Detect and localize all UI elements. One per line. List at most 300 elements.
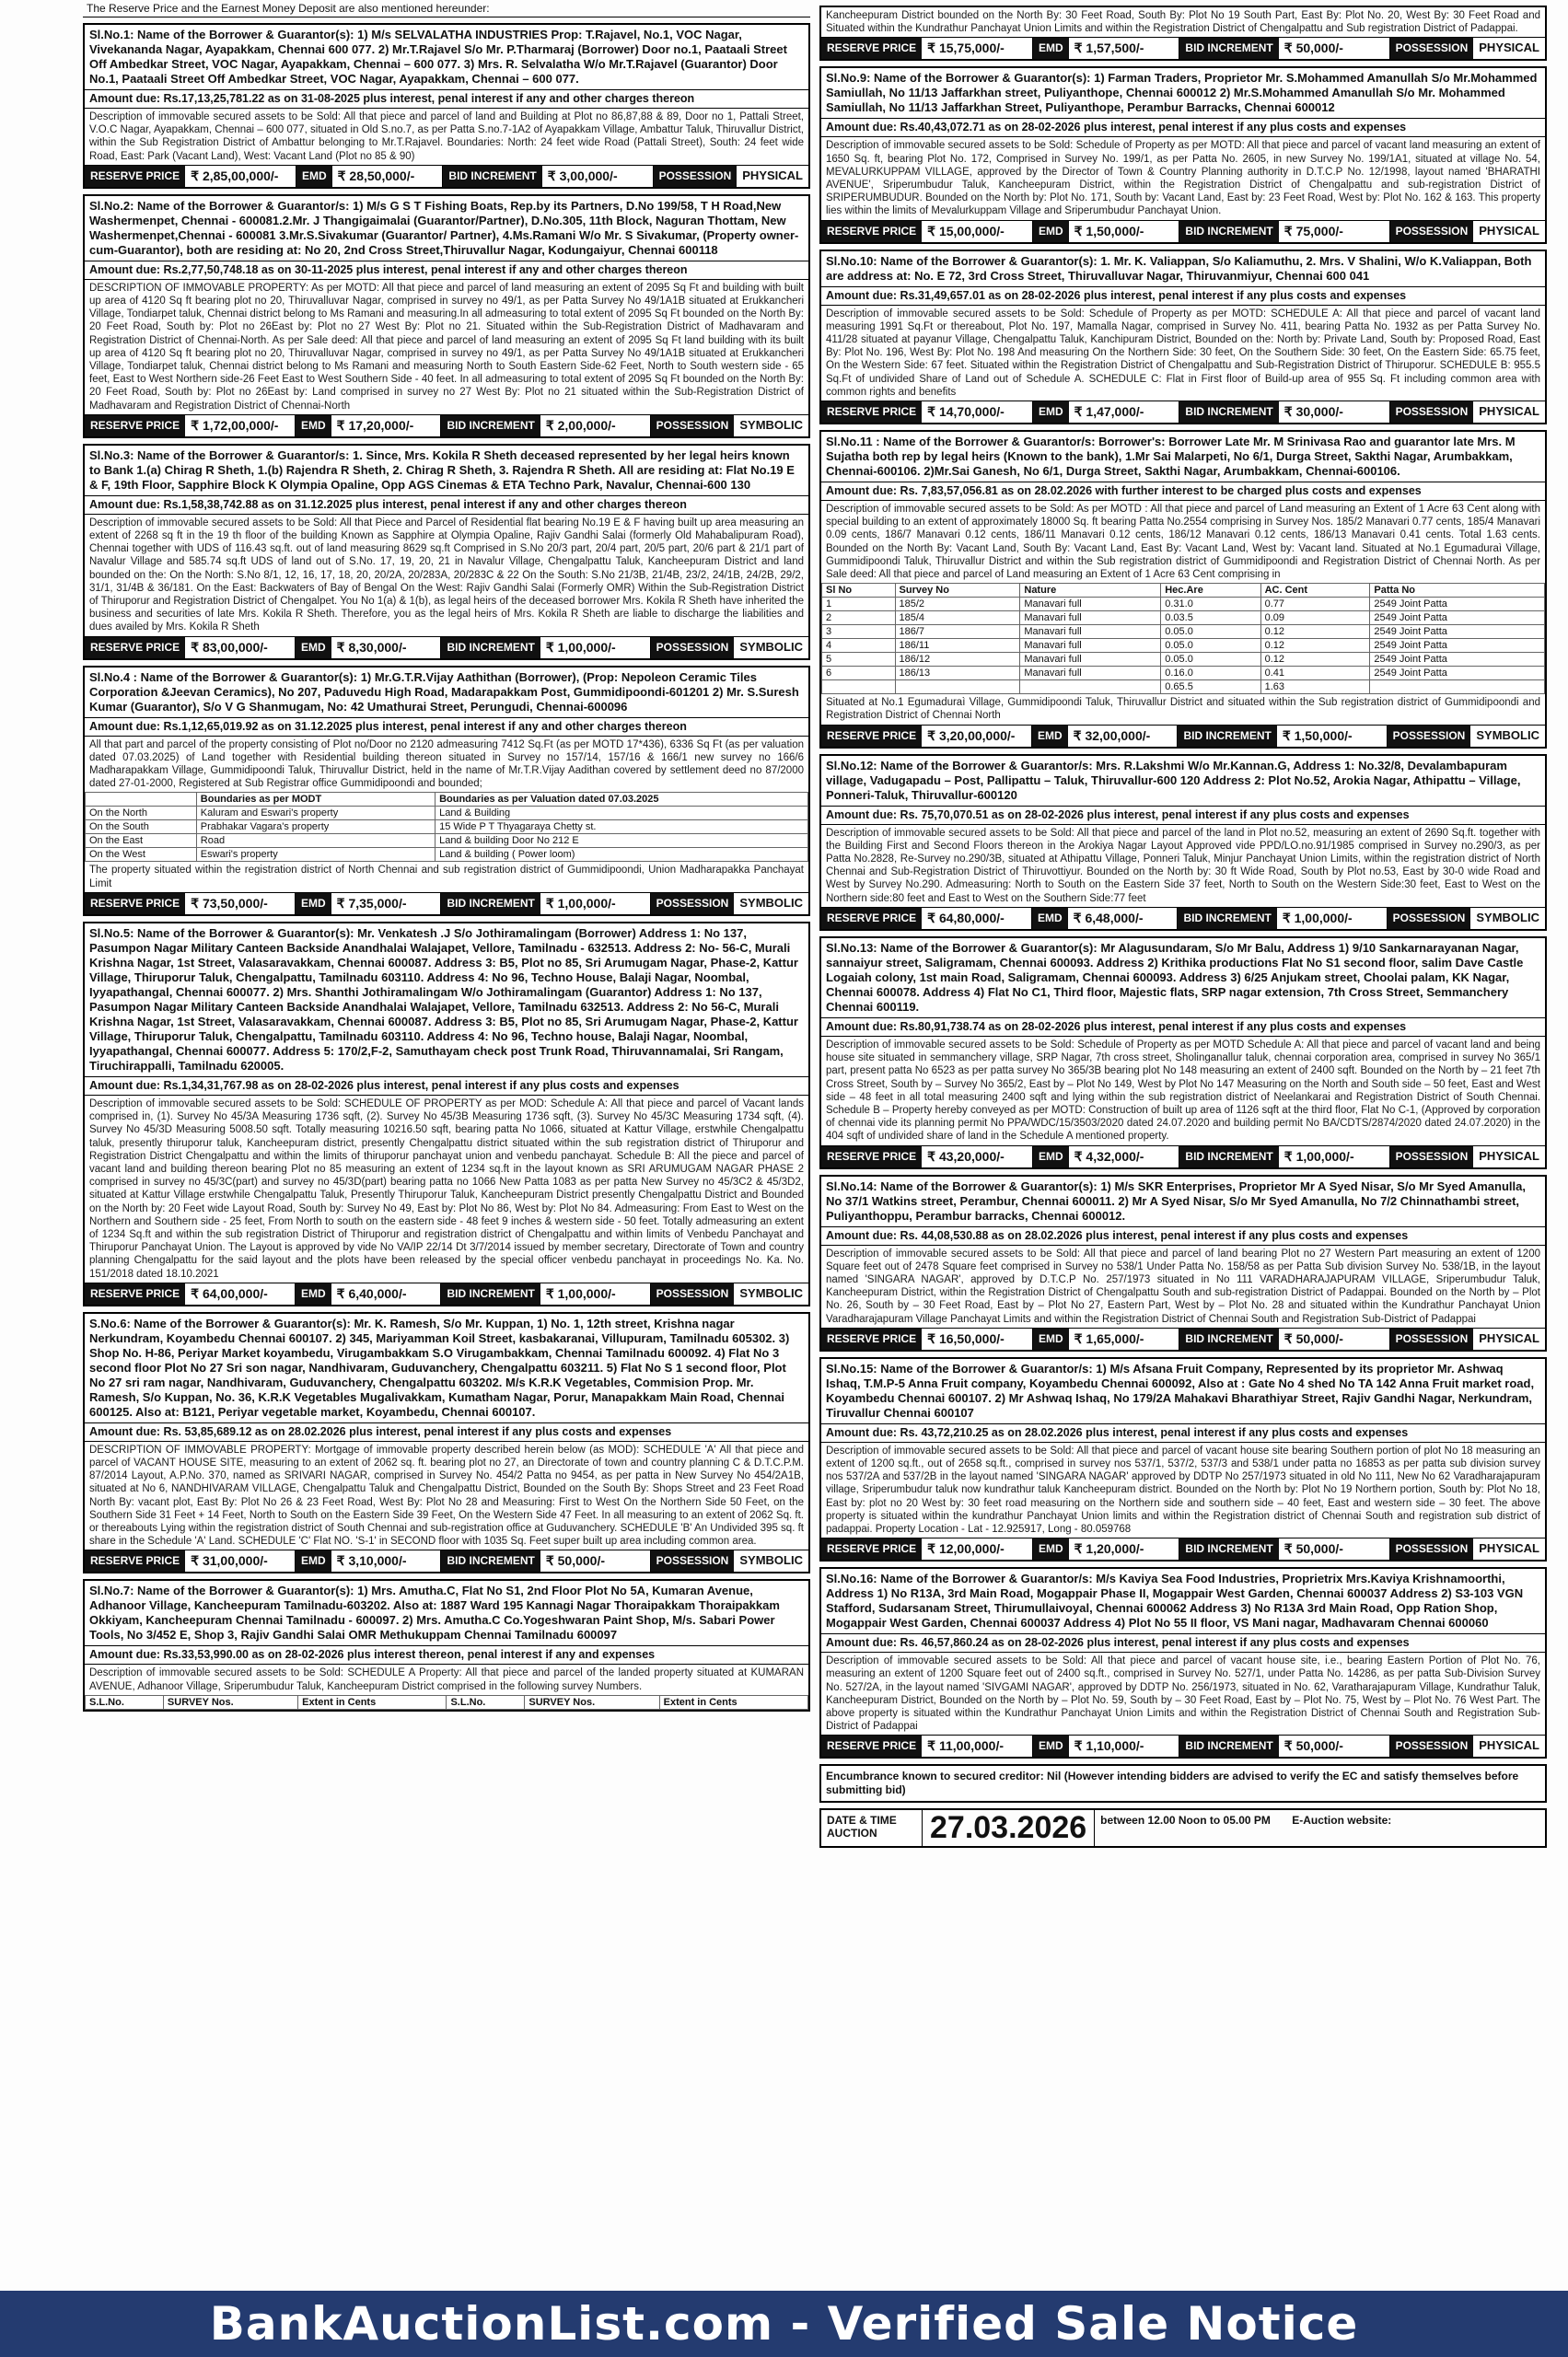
table-header-cell: S.L.No. xyxy=(447,1695,525,1709)
bid-increment-value: ₹ 1,00,000/- xyxy=(540,637,651,658)
table-cell: 1 xyxy=(822,598,896,611)
amount-due: Amount due: Rs.40,43,072.71 as on 28-02-2026 plus interest, penal interest if any plus costs and expenses xyxy=(821,119,1545,137)
emd-value: ₹ 6,40,000/- xyxy=(331,1283,442,1305)
table-cell: Manavari full xyxy=(1020,598,1161,611)
right-notice-block xyxy=(819,1357,1547,1562)
table-header-cell: AC. Cent xyxy=(1260,584,1370,598)
table-header-cell: Hec.Are xyxy=(1161,584,1260,598)
possession-value: SYMBOLIC xyxy=(739,895,803,910)
reserve-price-label: RESERVE PRICE xyxy=(85,166,185,187)
amount-due: Amount due: Rs.17,13,25,781.22 as on 31-08-2025 plus interest, penal interest if any and other charges thereon xyxy=(85,90,808,109)
reserve-price-label: RESERVE PRICE xyxy=(85,1550,185,1572)
table-cell: 0.12 xyxy=(1260,625,1370,639)
bid-increment-value: ₹ 1,00,000/- xyxy=(540,1283,651,1305)
bid-increment-label: BID INCREMENT xyxy=(441,1550,540,1572)
reserve-price-value: ₹ 15,75,000/- xyxy=(922,38,1033,59)
table-cell: 185/2 xyxy=(895,598,1020,611)
table-cell: 2549 Joint Patta xyxy=(1370,639,1545,653)
bid-increment-label: BID INCREMENT xyxy=(1178,726,1276,747)
possession-value: PHYSICAL xyxy=(742,168,803,182)
possession-value: PHYSICAL xyxy=(1479,404,1539,419)
amount-due: Amount due: Rs. 53,85,689.12 as on 28.02.2026 plus interest, penal interest if any plus costs and expenses xyxy=(85,1423,808,1442)
emd-label: EMD xyxy=(1033,221,1069,242)
property-description: Description of immovable secured assets to be Sold: SCHEDULE OF PROPERTY as per MOD: Schedule A: All that piece and parcel of Vacant lands comprised in, (1). Survey No 45/3A Measuring 1736 sqft, (2). Survey No 45/3B Measuring 1736 sqft, (3). Survey No 45/3C Measuring 1734 sqft, (4). Survey No 45/3D Measuring 5008.50 sqft. Totally measuring 10216.50 sqft, bearing patta No 1066, situated at Kattur Village, erstwhile Chengalpattu taluk, presently thiruporur taluk, Kancheepuram district, presently Chengalpattu district situated within the sub registration district of Thiruporur and Registration District Chengalpattu and within the limits of thiruporur panchayat union and venbedu panchayat. Schedule B: All the piece and parcel of vacant land and building thereon bearing Plot no 85 measuring an extent of 1234 sq.ft in the layout known as SRI ARUMUGAM NAGAR PHASE 2 comprised in survey no 45/3C(part) and survey no 45/3D(part) bearing patta no 1066 New Patta 1083 as per patta New Survey no 45/3C2 & 45/3D2, situated at Kattur Village erstwhile Chengalpattu Taluk, Presently Thiruporur Taluk, Kancheepuram District presently Chengalpattu District and Bounded on the North by: 20 Feet wide Layout Road, South by: Survey No 49, East by: Plot No 86, West by: Plot No 84. Admeasuring: From East to West on the Northern and Southern side - 25 feet, From North to south on the eastern side - 48 feet 9 inches & western side - 50 feet. Totally admeasuring an extent of 1234 Sq.ft and within the sub registration District of Thiruporur and registration district of Chengalpattu and within limits of Venbedu Panchayat and Thiruporur Panchayat Union. The Layout is approved by vide No VA/IP 22/14 Dt 3/7/2014 issued by member secretary, Directorate of Town and country planning Chengalpattu for the said layout and the plots have been released by the special officer venbedu panchayat in proceedings No. Ka. No. 151/2018 dated 18.10.2021 xyxy=(89,1097,804,1280)
table-header-cell: Sl No xyxy=(822,584,896,598)
table-cell: 1.63 xyxy=(1260,680,1370,694)
emd-value: ₹ 1,10,000/- xyxy=(1069,1736,1180,1757)
property-description: Description of immovable secured assets to be Sold: SCHEDULE A Property: All that piece and parcel of the landed property situated at KUMARAN AVENUE, Adhanoor Village, Sriperumbudur Taluk, Kancheepuram District comprised in the following survey Numbers. xyxy=(89,1667,804,1692)
possession-label: POSSESSION xyxy=(1390,1146,1474,1167)
possession-value: PHYSICAL xyxy=(1479,1330,1539,1345)
table-cell xyxy=(895,680,1020,694)
table-row xyxy=(86,848,808,862)
property-description: Description of immovable secured assets to be Sold: As per MOTD : All that piece and parcel of Land measuring an Extent of 1 Acre 63 Cent along with special building to an extent of approximately 18000 Sq. ft bearing Patta No.2554 comprising in Survey Nos. 185/2 Manavari 0.77 cents, 185/4 Manavari 0.09 cents, 186/7 Manavari 0.12 cents, 186/11 Manavari 0.12 cents, 186/12 Manavari 0.12 cents, 186/13 Manavari 0.41 cents. Total 1.63 cents. Bounded on the North By: Vacant Land, South By: Vacant Land, East By: Vacant Land, West by: Vacant land. Situated at No.1 Egumaduraì Village, Gummidipoondi Taluk, Thiruvallur District and within the Sub registration district of Gummidipoondi and Registration District of Chennai North. As per Sale deed: All that piece and parcel of Land measuring an Extent of 1 Acre 63 Cent comprising in xyxy=(826,504,1540,581)
bid-increment-value: ₹ 3,00,000/- xyxy=(542,166,654,187)
possession-label: POSSESSION xyxy=(654,166,738,187)
emd-value: ₹ 1,20,000/- xyxy=(1069,1538,1180,1560)
table-header-cell: Boundaries as per MODT xyxy=(196,793,435,807)
emd-label: EMD xyxy=(296,1550,331,1572)
emd-label: EMD xyxy=(1033,1329,1069,1350)
possession-value: PHYSICAL xyxy=(1479,1541,1539,1556)
table-header-cell: Patta No xyxy=(1370,584,1545,598)
table-cell: Manavari full xyxy=(1020,625,1161,639)
price-bar xyxy=(821,907,1545,929)
amount-due: Amount due: Rs. 7,83,57,056.81 as on 28.02.2026 with further interest to be charged plus costs and expenses xyxy=(821,482,1545,501)
left-notice-block xyxy=(83,922,810,1306)
borrower-heading: Sl.No.5: Name of the Borrower & Guarantor(s): Mr. Venkatesh .J S/o Jothiramalingam (Borrower) Address 1: No 137, Pasumpon Nagar Military Canteen Backside Anandhalai Walajapet, Vellore, Tamilnadu - 632513. Address 2: No- 56-C, Murali Krishna Nagar, 1st Street, Valasaravakkam, Chennai 600087. Address 3: B5, Plot no 85, Sri Arumugam Nagar, Phase-2, Kattur Village, Thiruporur Taluk, Chengalpattu, Tamilnadu 603110. Address 4: No 96, Techno House, Balaji Nagar, Noombal, Iyyapathangal, Chennai 600077. 2) Mrs. Shanthi Jothiramalingam W/o Jothiramalingam (Guarantor) Address 1: No 137, Pasumpon Nagar Military Canteen Backside Anandhalai Walajapet, Vellore, Tamilnadu 632513. Address 2: No 56-C, Murali Krishna Nagar, 1st Street, Valasaravakkam, Chennai 600087. Address 3: B5, Plot no 85, Sri Arumugam Nagar, Phase-2, Kattur Village, Thiruporur Taluk, Chengalpattu, Tamilnadu 603110. Address 4: No 96, Techno house, Balaji Nagar, Noombal, Iyyapathangal, Chennai 600077. Address 5: 170/2,F-2, Samuthayam check post Trunk Road, Thiruvannamalai, Sri Rangam, Tiruchirappalli, Tamilnadu 620005. xyxy=(85,923,808,1077)
reserve-price-label: RESERVE PRICE xyxy=(821,38,922,59)
reserve-price-label: RESERVE PRICE xyxy=(821,401,922,423)
bid-increment-value: ₹ 50,000/- xyxy=(1279,1329,1390,1350)
table-header-cell: SURVEY Nos. xyxy=(163,1695,297,1709)
amount-due: Amount due: Rs.33,53,990.00 as on 28-02-2026 plus interest thereon, penal interest if any and expenses xyxy=(85,1646,808,1665)
table-cell: 185/4 xyxy=(895,611,1020,625)
price-bar xyxy=(821,1328,1545,1350)
emd-value: ₹ 1,50,000/- xyxy=(1069,221,1180,242)
reserve-price-label: RESERVE PRICE xyxy=(821,1736,922,1757)
property-description: Description of immovable secured assets to be Sold: All that piece and parcel of vacant house site bearing Southern portion of plot No 18 measuring an extent of 1200 sq.ft., out of 2658 sq.ft., comprised in survey nos 537/1, 537/2, 537/3 and 538/1 under patta no 16853 as per patta sub division survey nos 537/2A and 537/2B in the layout named 'SINGARA NAGAR' approved by DDTP No 257/1973 situated in old No 111, New No 62 Varadharajapuram village, Sriperumbudur taluk now kundrathur taluk Kancheepuram district. Bounded on the North by: Plot No 19 Northern portion, South by: Plot No 18, East by: plot no 20 West by: 30 feet road measuring on the Northern side and southern side – 40 feet, East and western side – 30 feet. The above property is situated within the kundrathur Panchayat Union limits and within the Registration district of Chennai South and registration sub district of padappai. Property Location - Lat - 12.925917, Long - 80.059768 xyxy=(826,1445,1540,1535)
table-header-cell: Boundaries as per Valuation dated 07.03.2025 xyxy=(436,793,808,807)
table-cell: 186/13 xyxy=(895,667,1020,680)
encumbrance-box xyxy=(819,1764,1547,1803)
borrower-heading: Sl.No.13: Name of the Borrower & Guarantor(s): Mr Alagusundaram, S/o Mr Balu, Address 1) 9/10 Sankarnarayanan Nagar, sannaiyur street, Saligramam, Chennai 600093. Address 2) Krithika productions Flat No S1 second floor, salim Dave Castle Logaiah colony, 1st main Road, Saligramam, Chennai 600093. Address 3) 6/25 Anjukam street, Choolai palam, KK Nagar, Chennai 600078. Address 4) Flat No C1, Third floor, Majestic flats, SRP nagar extension, 7th Cross Street, Semmanchery Chennai 600119. xyxy=(821,938,1545,1018)
right-notice-block xyxy=(819,754,1547,931)
auction-time-text: between 12.00 Noon to 05.00 PM xyxy=(1100,1814,1271,1828)
price-bar xyxy=(821,37,1545,59)
table-row xyxy=(822,598,1545,611)
right-blocks xyxy=(819,6,1547,1759)
property-description: DESCRIPTION OF IMMOVABLE PROPERTY: As per MOTD: All that piece and parcel of land measuring an extent of 2095 Sq Ft and building with built up area of 4120 Sq ft bearing plot no 20, Thiruvalluvar Nagar, comprised in survey no 49/1, as per Patta Survey No 49/1A1B situated at Erukkancheri Village, Tondiarpet taluk, Chennai district belong to Ms Ramani and measuring.In all admeasuring to total extent of 2095 Sq Ft bounded on the North By: 20 Feet Road, South by: Plot no 26East by: Plot no 27 West By: Plot no 21. Situated within the Sub-Registration District of Madhavaram and Registration District of Chennai-North. As per Sale deed: All that piece and parcel of land measuring an extent of 2095 Sq Ft land building with its built up area of 4120 Sq ft bearing plot no 20, Thiruvalluvar Nagar, comprised in survey no 49/1, as per Patta Survey No 49/1A1B situated at Erukkancheri Village, Tondiarpet taluk, Chennai district belong to Ms Ramani and measuring North to South Eastern Side-62 Feet, North to South western side - 65 feet, East to West Northern side-26 Feet East to West Southern Side - 40 feet. In all admeasuring to total extent of 2095 Sq Ft bounded on the North By: 20 Feet Road, South by: Plot no 26East by: Land comprised in survey no 27 West By: Plot no 21 situated within the Sub-Registration District of Madhavaram and Registration District of Chennai-North xyxy=(89,282,804,412)
table-cell: 0.41 xyxy=(1260,667,1370,680)
reserve-price-value: ₹ 2,85,00,000/- xyxy=(185,166,296,187)
emd-label: EMD xyxy=(296,166,332,187)
possession-value: SYMBOLIC xyxy=(1476,727,1539,742)
right-column xyxy=(819,0,1547,1848)
right-notice-block xyxy=(819,1175,1547,1352)
bid-increment-label: BID INCREMENT xyxy=(443,166,541,187)
possession-value: PHYSICAL xyxy=(1479,41,1539,55)
price-bar xyxy=(85,1283,808,1305)
bid-increment-label: BID INCREMENT xyxy=(1179,1329,1278,1350)
price-bar xyxy=(821,1145,1545,1167)
price-bar xyxy=(85,1550,808,1572)
table-cell: 0.09 xyxy=(1260,611,1370,625)
emd-value: ₹ 3,10,000/- xyxy=(331,1550,442,1572)
borrower-heading: Sl.No.7: Name of the Borrower & Guarantor(s): 1) Mrs. Amutha.C, Flat No S1, 2nd Floor Plot No 5A, Kumaran Avenue, Adhanoor Village, Kancheepuram Tamilnadu-603202. Also at: 1887 Ward 195 Kannagi Nagar Thoraipakkam Thoraipakkam Okkiyam, Kancheepuram Chennai Tamilnadu - 600097. 2) Mrs. Amutha.C Co.Yogeshwaran Paint Shop, M/s. Sabari Power Tools, No 3/452 E, Shop 3, Rajiv Gandhi Salai OMR Methukuppam Chennai Tamilnadu 600097 xyxy=(85,1581,808,1646)
table-cell: 0.77 xyxy=(1260,598,1370,611)
table-cell xyxy=(1020,680,1161,694)
table-cell: 2549 Joint Patta xyxy=(1370,598,1545,611)
left-blocks xyxy=(83,23,810,1712)
bid-increment-value: ₹ 30,000/- xyxy=(1279,401,1390,423)
borrower-heading: Sl.No.1: Name of the Borrower & Guarantor(s): 1) M/s SELVALATHA INDUSTRIES Prop: T.Rajavel, No.1, VOC Nagar, Vivekananda Nagar, Ayapakkam, Chennai 600 077. 2) Mr.T.Rajavel S/o Mr. P.Tharmaraj (Borrower) Door no.1, Paataali Street Off Ambedkar Street, VOC Nagar, Ayapakkam, Chennai – 600 077. 3) Mrs. R. Selvalatha W/o Mr.T.Rajavel (Guarantor) Door No.1, Paataali Street Off Ambedkar Street, VOC Nagar, Ayapakkam, Chennai – 600 077. xyxy=(85,25,808,90)
bid-increment-value: ₹ 75,000/- xyxy=(1279,221,1390,242)
table-cell: 2 xyxy=(822,611,896,625)
bid-increment-label: BID INCREMENT xyxy=(1178,908,1276,929)
possession-label: POSSESSION xyxy=(651,893,735,914)
amount-due: Amount due: Rs.1,34,31,767.98 as on 28-02-2026 plus interest, penal interest if any plus costs and expenses xyxy=(85,1077,808,1096)
survey-extent-table xyxy=(821,583,1545,694)
right-notice-block xyxy=(819,430,1547,749)
emd-label: EMD xyxy=(296,1283,331,1305)
reserve-price-value: ₹ 1,72,00,000/- xyxy=(185,415,296,436)
property-description: Kancheepuram District bounded on the North By: 30 Feet Road, South By: Plot No 19 South Part, East By: Plot No. 20, West By: 30 Feet Road and Situated within the Kundrathur Panchayat Union Limits and within the Registration District of Chengalpattu and Sub registration District of Padappai. xyxy=(826,10,1540,35)
borrower-heading: Sl.No.4 : Name of the Borrower & Guarantor(s): 1) Mr.G.T.R.Vijay Aathithan (Borrower), (Prop: Nepoleon Ceramic Tiles Corporation &Jeevan Ceramics), No 207, Paduvedu High Road, Madarapakkam Post, Gummidipoondi-601201 2) Mr. S.Suresh Kumar (Guarantor), S/o V G Shanmugam, No: 42 Umathurai Street, Perungudi, Chennai-600096 xyxy=(85,668,808,718)
right-notice-block xyxy=(819,1567,1547,1759)
reserve-price-label: RESERVE PRICE xyxy=(821,1146,922,1167)
emd-label: EMD xyxy=(1033,1736,1069,1757)
bid-increment-value: ₹ 1,00,000/- xyxy=(1279,1146,1390,1167)
property-description: Description of immovable secured assets to be Sold: All that piece and parcel of land bearing Plot no 27 Western Part measuring an extent of 1200 Square feet out of 2478 Square feet comprised in Survey no 538/1 Under Patta No. 158/58 as per Patta Sub division Survey No. 538/1B, in the layout named 'SINGARA NAGAR', approved by D.T.C.P No. 257/1973 situated in No 111 VARADHARAJAPURAM VILLAGE, Sriperumbudur Taluk, Kancheepuram District, within the Registration District of Chengalpattu South and sub-registration District of Padappai. Bounded on the North by – Plot No. 26, South by – 30 Feet Road, East by – Plot No 27, Eastern Part, West by – Plot No. 28 and situated within the Kundrathur Panchayat Union Varadharajapuram Village Panchayat Limits and within the Registration District of Chennai South and Registration Sub-District of Padappai xyxy=(826,1248,1540,1325)
table-cell: 186/12 xyxy=(895,653,1020,667)
reserve-price-value: ₹ 11,00,000/- xyxy=(922,1736,1033,1757)
emd-label: EMD xyxy=(1033,38,1069,59)
bid-increment-label: BID INCREMENT xyxy=(1179,1538,1278,1560)
emd-value: ₹ 32,00,000/- xyxy=(1068,726,1179,747)
bid-increment-label: BID INCREMENT xyxy=(441,415,540,436)
boundaries-table xyxy=(85,792,808,862)
auction-box xyxy=(819,1808,1547,1848)
possession-label: POSSESSION xyxy=(1390,1736,1474,1757)
possession-label: POSSESSION xyxy=(1390,401,1474,423)
borrower-heading: Sl.No.16: Name of the Borrower & Guarantor/s: M/s Kaviya Sea Food Industries, Proprietrix Mrs.Kaviya Krishnamoorthi, Address 1) No R13A, 3rd Main Road, Mogappair Phase II, Mogappair West Garden, Chennai 600037 Address 2) S3-103 VGN Stafford, Sudarsanam Street, Thirumullaivoyal, Chennai 600062 Address 3) No R13A 3rd Main Road, Opp Ration Shop, Mogappair West Garden, Chennai 600037 Address 4) Plot No 55 II floor, VS Mani nagar, Madhavaram Chennai 600060 xyxy=(821,1569,1545,1634)
possession-value: PHYSICAL xyxy=(1479,1148,1539,1163)
reserve-price-value: ₹ 16,50,000/- xyxy=(922,1329,1033,1350)
table-cell: 0.05.0 xyxy=(1161,639,1260,653)
table-cell: 2549 Joint Patta xyxy=(1370,653,1545,667)
left-notice-block xyxy=(83,194,810,438)
price-bar xyxy=(821,401,1545,423)
bid-increment-value: ₹ 1,00,000/- xyxy=(540,893,651,914)
table-cell: 186/11 xyxy=(895,639,1020,653)
reserve-price-value: ₹ 3,20,00,000/- xyxy=(922,726,1032,747)
bid-increment-value: ₹ 1,00,000/- xyxy=(1277,908,1388,929)
emd-value: ₹ 7,35,000/- xyxy=(331,893,442,914)
reserve-price-value: ₹ 15,00,000/- xyxy=(922,221,1033,242)
bid-increment-value: ₹ 50,000/- xyxy=(1279,1736,1390,1757)
reserve-price-value: ₹ 12,00,000/- xyxy=(922,1538,1033,1560)
table-cell: Land & building ( Power loom) xyxy=(436,848,808,862)
table-cell: 0.05.0 xyxy=(1161,625,1260,639)
reserve-price-value: ₹ 64,00,000/- xyxy=(185,1283,296,1305)
possession-label: POSSESSION xyxy=(1390,1538,1474,1560)
borrower-heading: Sl.No.3: Name of the Borrower & Guarantor/s: 1. Since, Mrs. Kokila R Sheth deceased represented by her legal heirs known to Bank 1.(a) Chirag R Sheth, 1.(b) Rajendra R Sheth, 2. Chirag R Sheth, 3. Rajendra R Sheth. All are residing at: Flat No.19 E & F, 19th Floor, Sapphire Block K Olympia Opaline, Opp AGS Cinemas & ETA Techno Park, Navalur, Chennai-600 130 xyxy=(85,446,808,496)
table-cell: Manavari full xyxy=(1020,653,1161,667)
table-cell: 0.65.5 xyxy=(1161,680,1260,694)
emd-value: ₹ 17,20,000/- xyxy=(331,415,442,436)
possession-label: POSSESSION xyxy=(1390,1329,1474,1350)
possession-value: PHYSICAL xyxy=(1479,1738,1539,1753)
table-cell: 6 xyxy=(822,667,896,680)
left-notice-block xyxy=(83,23,810,189)
table-header-cell: Extent in Cents xyxy=(659,1695,807,1709)
amount-due: Amount due: Rs. 43,72,210.25 as on 28.02.2026 plus interest, penal interest if any plus costs and expenses xyxy=(821,1424,1545,1443)
footer-text: BankAuctionList.com - Verified Sale Notice xyxy=(209,2297,1359,2351)
possession-value: SYMBOLIC xyxy=(739,1285,803,1300)
auction-label: DATE & TIME AUCTION xyxy=(821,1810,923,1846)
emd-label: EMD xyxy=(296,893,331,914)
table-cell xyxy=(822,680,896,694)
table-row xyxy=(822,625,1545,639)
bid-increment-value: ₹ 2,00,000/- xyxy=(540,415,651,436)
left-notice-block xyxy=(83,1312,810,1574)
emd-value: ₹ 6,48,000/- xyxy=(1068,908,1179,929)
table-cell: 0.12 xyxy=(1260,639,1370,653)
property-description: Description of immovable secured assets to be Sold: All that piece and parcel of vacant house site, i.e., bearing Eastern Portion of Plot No. 76, measuring an extent of 1200 Square feet out of 2400 sq.ft., comprised in Survey No. 527/1, under Patta No. 14286, as per patta Sub-Division Survey No. 527/2A, in the layout named 'SIVGAMI NAGAR', approved by DDTP No. 256/1973, situated in No. 62, Varatharajapuram Village, Kundrathur Taluk, Kancheepuram District, Bounded on the North by – Plot No. 59, South by – 30 Feet Road, East by – Plot No. 75, West by – Plot No. 76 West Part. The above property is situated within the Kundrathur Panchayat Union Limits and within the Registration District of Chennai South and Registration Sub-District of Padappai xyxy=(826,1655,1540,1733)
reserve-price-value: ₹ 73,50,000/- xyxy=(185,893,296,914)
table-cell: 4 xyxy=(822,639,896,653)
table-header-cell: S.L.No. xyxy=(86,1695,164,1709)
emd-label: EMD xyxy=(1033,401,1069,423)
borrower-heading: Sl.No.11 : Name of the Borrower & Guarantor/s: Borrower's: Borrower Late Mr. M Srinivasa Rao and guarantor late Mrs. M Sujatha both rep by legal heirs (Known to the bank), 1.Mr Sai Malarpeti, No 6/1, Durga Street, Sakthi Nagar, Arumbakkam, Chennai-600106. 2)Mr.Sai Ganesh, No 6/1, Durga Street, Sakthi Nagar, Arumbakkam, Chennai-600106. xyxy=(821,432,1545,482)
amount-due: Amount due: Rs.1,58,38,742.88 as on 31.12.2025 plus interest, penal interest if any and other charges thereon xyxy=(85,496,808,515)
borrower-heading: Sl.No.14: Name of the Borrower & Guarantor(s): 1) M/s SKR Enterprises, Proprietor Mr A Syed Nisar, S/o Mr Syed Amanulla, No 37/1 Watkins street, Perambur, Chennai 600011. 2) Mr A Syed Nisar, S/o Mr Syed Amanulla, No 7/2 Chinnathambi street, Puliyanthoppu, Perambur barracks, Chennai 600012. xyxy=(821,1177,1545,1227)
bid-increment-label: BID INCREMENT xyxy=(441,637,540,658)
auction-website-label: E-Auction website: xyxy=(1292,1814,1392,1828)
emd-value: ₹ 1,47,000/- xyxy=(1069,401,1180,423)
amount-due: Amount due: Rs. 75,70,070.51 as on 28-02-2026 plus interest, penal interest if any plus costs and expenses xyxy=(821,807,1545,825)
table-header-row xyxy=(822,584,1545,598)
table-cell: Land & building Door No 212 E xyxy=(436,834,808,848)
table-cell: 186/7 xyxy=(895,625,1020,639)
survey-table xyxy=(85,1695,808,1710)
borrower-heading: Sl.No.15: Name of the Borrower & Guarantor/s: 1) M/s Afsana Fruit Company, Represented by its proprietor Mr. Ashwaq Ishaq, T.M.P-5 Anna Fruit company, Koyambedu Chennai 600092, Also at : Gate No 4 shed No TA 142 Anna Fruit market road, Koyambedu Chennai 600107. 2) Mr Ashwaq Ishaq, No 179/2A Mahakavi Bharathiyar Street, Rajiv Gandhi Nagar, Nerkundram, Tiruvallur Chennai 600107 xyxy=(821,1359,1545,1424)
amount-due: Amount due: Rs.2,77,50,748.18 as on 30-11-2025 plus interest, penal interest if any and other charges thereon xyxy=(85,261,808,280)
reserve-price-label: RESERVE PRICE xyxy=(821,908,922,929)
table-cell: 0.05.0 xyxy=(1161,653,1260,667)
reserve-price-value: ₹ 64,80,000/- xyxy=(922,908,1032,929)
bid-increment-label: BID INCREMENT xyxy=(441,1283,540,1305)
table-row xyxy=(86,820,808,834)
emd-value: ₹ 8,30,000/- xyxy=(331,637,442,658)
price-bar xyxy=(85,892,808,914)
possession-label: POSSESSION xyxy=(1390,221,1474,242)
table-cell: Eswari's property xyxy=(196,848,435,862)
table-cell: On the South xyxy=(86,820,197,834)
left-notice-block xyxy=(83,1579,810,1711)
reserve-price-value: ₹ 43,20,000/- xyxy=(922,1146,1033,1167)
survey-note: Situated at No.1 Egumaduraì Village, Gummidipoondi Taluk, Thiruvallur District and situated within the Sub registration district of Gummidipoondi and Registration District of Chennai North xyxy=(826,697,1540,722)
right-notice-block xyxy=(819,250,1547,424)
table-header-cell xyxy=(86,793,197,807)
emd-label: EMD xyxy=(1032,726,1068,747)
property-description: All that part and parcel of the property consisting of Plot no/Door no 2120 admeasuring 7412 Sq.Ft (as per MOTD 17*436), 6336 Sq Ft (as per valuation dated 07.03.2025) of Land together with Residential building thereon situated in Survey no 157/14, 157/16 & 166/1 new survey no 166/6 Madharapakkam Village, Gummidipoondi Taluk, Thiruvallur District, held in the name of Mr.T.R.Vijay Aadithan covered by settlement deed no 87/2000 dated 27-01-2000, Registered at Sub Registrar office Gummidipoondi and bounded; xyxy=(89,738,804,790)
table-cell: Manavari full xyxy=(1020,667,1161,680)
amount-due: Amount due: Rs. 46,57,860.24 as on 28-02-2026 plus interest, penal interest if any plus costs and expenses xyxy=(821,1634,1545,1653)
table-row xyxy=(86,807,808,820)
reserve-price-label: RESERVE PRICE xyxy=(85,637,185,658)
borrower-heading: Sl.No.2: Name of the Borrower & Guarantor/s: 1) M/s G S T Fishing Boats, Rep.by its Partners, D.No 199/58, T H Road,New Washermenpet, Chennai - 600081.2.Mr. J Thangigaimalai (Guarantor/Partner), D.No.305, 11th Block, Naguran Thottam, New Washermenpet,Chennai - 600081 3.Mr.S.Sivakumar (Guarantor/ Partner), 4.Ms.Ramani W/o Mr. S Sivakumar, (Property owner-cum-Guarantor), both are residing at: No 20, 2nd Cross Street,Thiruvallur Nagar, Kodungaiyur, Chennai 600118 xyxy=(85,196,808,261)
table-header-cell: Extent in Cents xyxy=(298,1695,447,1709)
property-description: DESCRIPTION OF IMMOVABLE PROPERTY: Mortgage of immovable property described herein below (as MOD): SCHEDULE 'A' All that piece and parcel of VACANT HOUSE SITE, measuring to an extent of 2062 sq. ft. bearing plot no 27, an Directorate of town and country planning C & D.T.C.P.M. 87/2014 Layout, A.P.No. 370, named as SRIVARI NAGAR, comprised in Survey No. 454/2 Patta no 9454, as per patta in New Survey No 454/2A1B, situated at No 6, NANDHIVARAM VILLAGE, Chengalpattu Taluk and Chengalpattu District, Bounded on the South By: Shops Street and 23 Feet Road North By: vacant plot, East By: Plot No 26 & 23 Feet Road, West By: Plot No 28 and Measuring: First to West On the Northern Side 50 Feet, on the Southern Side 31 Feet + 14 Feet, North to South on the Eastern Side 39 Feet, On the Western Side 47 Feet. In all measuring to an extent of 2062 Sq. ft. or thereabouts Lying within the registration district of South Chennai and sub-registration office at Guduvanchery. SCHEDULE 'B' An Undivided 395 sq. ft share in the Schedule 'A' Land. SCHEDULE 'C' Flat NO. 'S-1' in SECOND floor with 1035 Sq. Feet super built up area including common area. xyxy=(89,1444,804,1548)
bid-increment-value: ₹ 1,50,000/- xyxy=(1277,726,1388,747)
left-notice-block xyxy=(83,666,810,916)
bid-increment-value: ₹ 50,000/- xyxy=(1279,1538,1390,1560)
bid-increment-value: ₹ 50,000/- xyxy=(540,1550,651,1572)
emd-value: ₹ 28,50,000/- xyxy=(332,166,444,187)
table-cell: 15 Wide P T Thyagaraya Chetty st. xyxy=(436,820,808,834)
borrower-heading: Sl.No.10: Name of the Borrower & Guarantor(s): 1. Mr. K. Valiappan, S/o Kaliamuthu, 2. Mrs. V Shalini, W/o K.Valiappan, Both are address at: No. E 72, 3rd Cross Street, Thiruvalluvar Nagar, Thiruvanmiyur, Chennai 600 041 xyxy=(821,251,1545,287)
table-cell: 0.16.0 xyxy=(1161,667,1260,680)
table-header-cell: Survey No xyxy=(895,584,1020,598)
table-row xyxy=(822,680,1545,694)
amount-due: Amount due: Rs. 44,08,530.88 as on 28.02.2026 plus interest, penal interest if any plus costs and expenses xyxy=(821,1227,1545,1246)
table-cell: 3 xyxy=(822,625,896,639)
price-bar xyxy=(85,165,808,187)
table-header-row xyxy=(86,1695,808,1709)
table-cell: On the East xyxy=(86,834,197,848)
possession-value: SYMBOLIC xyxy=(739,1553,803,1568)
possession-label: POSSESSION xyxy=(651,415,735,436)
possession-label: POSSESSION xyxy=(1388,908,1471,929)
reserve-price-value: ₹ 83,00,000/- xyxy=(185,637,296,658)
table-cell: On the North xyxy=(86,807,197,820)
possession-label: POSSESSION xyxy=(651,1283,735,1305)
reserve-price-label: RESERVE PRICE xyxy=(85,415,185,436)
price-bar xyxy=(821,725,1545,747)
table-cell: 0.31.0 xyxy=(1161,598,1260,611)
bid-increment-label: BID INCREMENT xyxy=(441,893,540,914)
possession-label: POSSESSION xyxy=(1390,38,1474,59)
price-bar xyxy=(821,1538,1545,1560)
footer-banner xyxy=(0,2291,1568,2357)
table-cell: Road xyxy=(196,834,435,848)
price-bar xyxy=(85,414,808,436)
left-column xyxy=(83,0,810,1712)
table-row xyxy=(822,611,1545,625)
emd-value: ₹ 1,65,000/- xyxy=(1069,1329,1180,1350)
table-row xyxy=(822,667,1545,680)
top-note: The Reserve Price and the Earnest Money Deposit are also mentioned hereunder: xyxy=(83,0,810,17)
price-bar xyxy=(85,636,808,658)
table-row xyxy=(822,653,1545,667)
amount-due: Amount due: Rs.80,91,738.74 as on 28-02-2026 plus interest, penal interest if any plus costs and expenses xyxy=(821,1018,1545,1037)
right-notice-block xyxy=(819,936,1547,1169)
reserve-price-label: RESERVE PRICE xyxy=(821,726,922,747)
property-description: Description of immovable secured assets to be Sold: Schedule of Property as per MOTD: SCHEDULE A: All that piece and parcel of vacant land measuring 1991 Sq.Ft or thereabout, Plot No. 197, Mamalla Nagar, comprised in Survey No. 411, bearing Patta No. 1932 as per Patta Survey No. 411/28 situated at payanur Village, Chengalpattu Taluk, Kanchipuram District, Bounded on the: North by: Private Land, South by: Proposed Road, East By: Plot No. 196, West By: Plot No. 198 And measuring On the Northern Side: 30 feet, On the Southern Side: 30 feet, On the Eastern Side: 65.75 feet, On the Western Side: 67 feet. Situated within the Registration District of Chengalpattu and Sub-Registration District of Thiruporur. SCHEDULE B: 955.5 Sq.Ft of undivided Share of Land out of Schedule A. SCHEDULE C: Flat in First floor of Build-up area of 955 Sq. Ft including common area with common rights and benefits xyxy=(826,308,1540,398)
boundaries-note: The property situated within the registration district of North Chennai and sub registration district of Gummidipoondi, Union Madharapakka Panchayat Limit xyxy=(89,865,804,889)
bid-increment-value: ₹ 50,000/- xyxy=(1279,38,1390,59)
table-cell: On the West xyxy=(86,848,197,862)
borrower-heading: S.No.6: Name of the Borrower & Guarantor(s): Mr. K. Ramesh, S/o Mr. Kuppan, 1) No. 1, 12th street, Krishna nagar Nerkundram, Koyambedu Chennai 600107. 2) 345, Mariyamman Koil Street, kasbakaranai, Villupuram, Tamilnadu 605302. 3) Shop No. H-86, Periyar Market koyambedu, Virugambakkam S.O Virugambakkam, Chennai Tamilnadu 600092. 4) Flat No 3 second floor Plot No 27 Sri son nagar, Nandhivaram, Guduvanchery, Chengalpattu 603211. 5) Flat No S 1 second floor, Plot No 27 sri ram nagar, Nandhivaram, Guduvanchery, Chengalpattu 603202. M/s K.R.K Vegetables, Commision Prop. Mr. Ramesh, S/o Kuppan, No. 36, K.R.K Vegetables Mugalivakkam, Kumatham Nagar, Porur, Manapakkam Main Road, Chennai 600125. Also at: B121, Periyar vegetable market, Koyambedu, Chennai 600107. xyxy=(85,1314,808,1423)
table-cell: Prabhakar Vagara's property xyxy=(196,820,435,834)
possession-value: SYMBOLIC xyxy=(739,639,803,654)
property-description: Description of immovable secured assets to be Sold: Schedule of Property as per MOTD: All that piece and parcel of vacant land measuring an extent of 1650 Sq. ft, bearing Plot No. 172, Comprised in Survey No. 199/1, as per Patta No. 2605, in new Survey No. 199/1A1, situated at village No. 54, MEVALURKUPPAM VILLAGE, approved by the Director of Town & Country Planning authority in D.T.C.P No. 12/1998, layout named 'BHARATHI AVENUE', Sriperumbudur Taluk, Kancheepuram District, within the Registration District of Chengalpattu and sub-registration District of SRIPERUMBUDUR. Bounded on the North by: Plot No. 171, South by: Vacant Land, East by: 23 Feet Road, West by: Plot No. 162 & 163. This property lies within the limits of Mevalurkuppam Village and Sriperumbudur Panchayat Union. xyxy=(826,140,1540,217)
emd-value: ₹ 1,57,500/- xyxy=(1069,38,1180,59)
possession-label: POSSESSION xyxy=(651,637,735,658)
right-notice-block xyxy=(819,66,1547,243)
borrower-heading: Sl.No.12: Name of the Borrower & Guarantor/s: Mrs. R.Lakshmi W/o Mr.Kannan.G, Address 1: No.32/8, Devalambapuram village, Vadugapadu – Post, Pallipattu – Taluk, Thiruvallur-600 120 Address 2: Plot No.52, Arokia Nagar, Athipattu – Village, Ponneri-Taluk, Thiruvallur-600120 xyxy=(821,756,1545,807)
borrower-heading: Sl.No.9: Name of the Borrower & Guarantor(s): 1) Farman Traders, Proprietor Mr. S.Mohammed Amanullah S/o Mr.Mohammed Samiullah, No 11/13 Jaffarkhan street, Puliyanthope, Chennai 600012 2) Mr.S.Mohammed Amanullah S/o Mr. Mohammed Samiullah, No 11/13 Jaffarkhan Street, Puliyanthope, Perambur Barracks, Chennai 600012 xyxy=(821,68,1545,119)
emd-label: EMD xyxy=(296,637,331,658)
table-cell xyxy=(1370,680,1545,694)
property-description: Description of immovable secured assets to be Sold: Schedule of Property as per MOTD Schedule A: All that piece and parcel of vacant land and being house site situated in semmanchery village, SRP Nagar, 7th cross street, Sholinganallur taluk, chennai corporation area, comprised in survey No 365/1 part, present patta No 6523 as per patta survey No 365/3B bearing plot No 148 measuring an extent of 2400 sqft. Bounded on the North by – 21 feet 7th Cross Street, South by – Survey No 365/2, East by – Plot No 149, West by Plot No 147 Measuring on the North and South side – 50 feet, East and West side – 48 feet in all total measuring 2400 sqft and lying within the sub registration district of Neelankarai and Registration District of South Chennai. Schedule B – Property hereby conveyed as per MOTD: Construction of built up area of 1126 sqft at the third floor, Flat No C-1, (Approved by corporation of chennai vide its planning permit No PPA/WDC/15/3503/2020 dated 24.07.2020 and building permit No BA/CDTS/2874/2020 dated 24.07.2020) in the 404 sqft of undivided share of land in the Schedule A mentioned property. xyxy=(826,1039,1540,1143)
reserve-price-value: ₹ 31,00,000/- xyxy=(185,1550,296,1572)
emd-label: EMD xyxy=(296,415,331,436)
table-header-cell: SURVEY Nos. xyxy=(525,1695,659,1709)
bid-increment-label: BID INCREMENT xyxy=(1179,1736,1278,1757)
emd-label: EMD xyxy=(1033,1146,1069,1167)
encumbrance-text: Encumbrance known to secured creditor: Nil (However intending bidders are advised to verify the EC and satisfy themselves before submitting bid) xyxy=(826,1770,1519,1797)
reserve-price-label: RESERVE PRICE xyxy=(821,221,922,242)
table-cell: 0.03.5 xyxy=(1161,611,1260,625)
reserve-price-label: RESERVE PRICE xyxy=(821,1329,922,1350)
table-cell: Manavari full xyxy=(1020,611,1161,625)
bid-increment-label: BID INCREMENT xyxy=(1179,1146,1278,1167)
left-notice-block xyxy=(83,444,810,660)
emd-value: ₹ 4,32,000/- xyxy=(1069,1146,1180,1167)
table-cell: Kaluram and Eswari's property xyxy=(196,807,435,820)
emd-label: EMD xyxy=(1033,1538,1069,1560)
possession-value: SYMBOLIC xyxy=(1476,910,1539,924)
possession-label: POSSESSION xyxy=(651,1550,735,1572)
table-header-cell: Nature xyxy=(1020,584,1161,598)
bid-increment-label: BID INCREMENT xyxy=(1179,401,1278,423)
reserve-price-value: ₹ 14,70,000/- xyxy=(922,401,1033,423)
bid-increment-label: BID INCREMENT xyxy=(1179,221,1278,242)
table-cell: Land & Building xyxy=(436,807,808,820)
price-bar xyxy=(821,1735,1545,1757)
reserve-price-label: RESERVE PRICE xyxy=(821,1538,922,1560)
reserve-price-label: RESERVE PRICE xyxy=(85,893,185,914)
table-header-row xyxy=(86,793,808,807)
possession-label: POSSESSION xyxy=(1388,726,1471,747)
table-cell: 2549 Joint Patta xyxy=(1370,611,1545,625)
table-cell: 2549 Joint Patta xyxy=(1370,667,1545,680)
table-row xyxy=(86,834,808,848)
amount-due: Amount due: Rs.31,49,657.01 as on 28-02-2026 plus interest, penal interest if any plus costs and expenses xyxy=(821,287,1545,306)
reserve-price-label: RESERVE PRICE xyxy=(85,1283,185,1305)
table-cell: 2549 Joint Patta xyxy=(1370,625,1545,639)
right-notice-block xyxy=(819,6,1547,61)
auction-date: 27.03.2026 xyxy=(923,1810,1095,1846)
amount-due: Amount due: Rs.1,12,65,019.92 as on 31.12.2025 plus interest, penal interest if any and other charges thereon xyxy=(85,718,808,737)
auction-time xyxy=(1095,1810,1545,1846)
property-description: Description of immovable secured assets to be Sold: All that piece and parcel of the land in Plot no.52, measuring an extent of 2690 Sq.ft. together with the Building First and Second Floors thereon in the Arokiya Nagar Layout Approved vide PPD/LO.no.91/1985 comprised in Survey no.290/3, as per Patta No.2828, Re-Survey no.290/3B, situated at Athipattu Village, Ponneri Taluk, Minjur Panchayat Union Limits, within the registration district of North Chennai and Sub-Registration District of Thiruvottiyur. Bounded on the North by: 30 ft Wide Road, South by Plot no.53, East by 30-0 wide Road and West by Survey No.290. Admeasuring: North to South on the Eastern Side 37 feet, North to South on the Western Side:30 feet, East to West on the Northern side:80 feet and East to West on the Southern Side:77 feet xyxy=(826,827,1540,904)
bid-increment-label: BID INCREMENT xyxy=(1179,38,1278,59)
property-description: Description of immovable secured assets to be Sold: All that Piece and Parcel of Residential flat bearing No.19 E & F having built up area measuring an extent of 2268 sq ft in the 19 th floor of the building Known as Sapphire at Olympia Opaline, Rajiv Gandhi Salai (formerly Old Mahabalipuram Road), Chennai together with UDS of 116.43 sq.ft. out of land measuring 8629 sq.ft Comprised in S.No 20/3 part, 20/4 part, 20/5 part, 20/6 part & 21/1 part of Navalur Village and 585.74 sq.ft UDS of land out of S.No. 17, 19, 20, 21 in Navalur Village, Chengalpattu Taluk, Kancheepuram District and land bounded on the: On the North: S.No 8/1, 12, 16, 17, 18, 20, 20/2A, 20/283A, 20/283C & 22 On the South: S.No 21/3B, 21/4B, 23/2, 24/1B, 24/2B, 29/2, 31/1, 31/4B & 36/181. On the East: Backwaters of Bay of Bengal On the West: Rajiv Gandhi Salai (Formerly OMR) Within the Sub-Registration District of Thiruporur and Registration District of Chengalpet. You No 1(a) & 1(b), as legal heirs of the deceased borrower Mrs. Kokila R Sheth have inherited the business and securities of late Mrs. Kokila R Sheth. Therefore, you as the legal heirs of Mrs. Kokila R Sheth are liable to discharge the liabilities and dues availed by Mrs. Kokila R Sheth xyxy=(89,517,804,633)
table-row xyxy=(822,639,1545,653)
possession-value: SYMBOLIC xyxy=(739,417,803,432)
property-description: Description of immovable secured assets to be Sold: All that piece and parcel of land and Building at Plot no 86,87,88 & 89, Door no 1, Pattali Street, V.O.C Nagar, Ayapakkam, Chennai – 600 077, situated in Old S.no.7, as per Patta S.no.7-1A2 of Ayapakkam Village, Ambattur Taluk, Thiruvallur District, within the Sub Registration District of Ambattur belonging to Mr.T.Rajavel. Boundaries: North: 24 feet wide Road (Pattali Street), South: 24 feet wide Road, East: Park (Vacant Land), West: Vacant Land (Plot no 85 & 90) xyxy=(89,111,804,162)
possession-value: PHYSICAL xyxy=(1479,223,1539,238)
emd-label: EMD xyxy=(1032,908,1068,929)
table-cell: 5 xyxy=(822,653,896,667)
table-cell: 0.12 xyxy=(1260,653,1370,667)
price-bar xyxy=(821,220,1545,242)
table-cell: Manavari full xyxy=(1020,639,1161,653)
